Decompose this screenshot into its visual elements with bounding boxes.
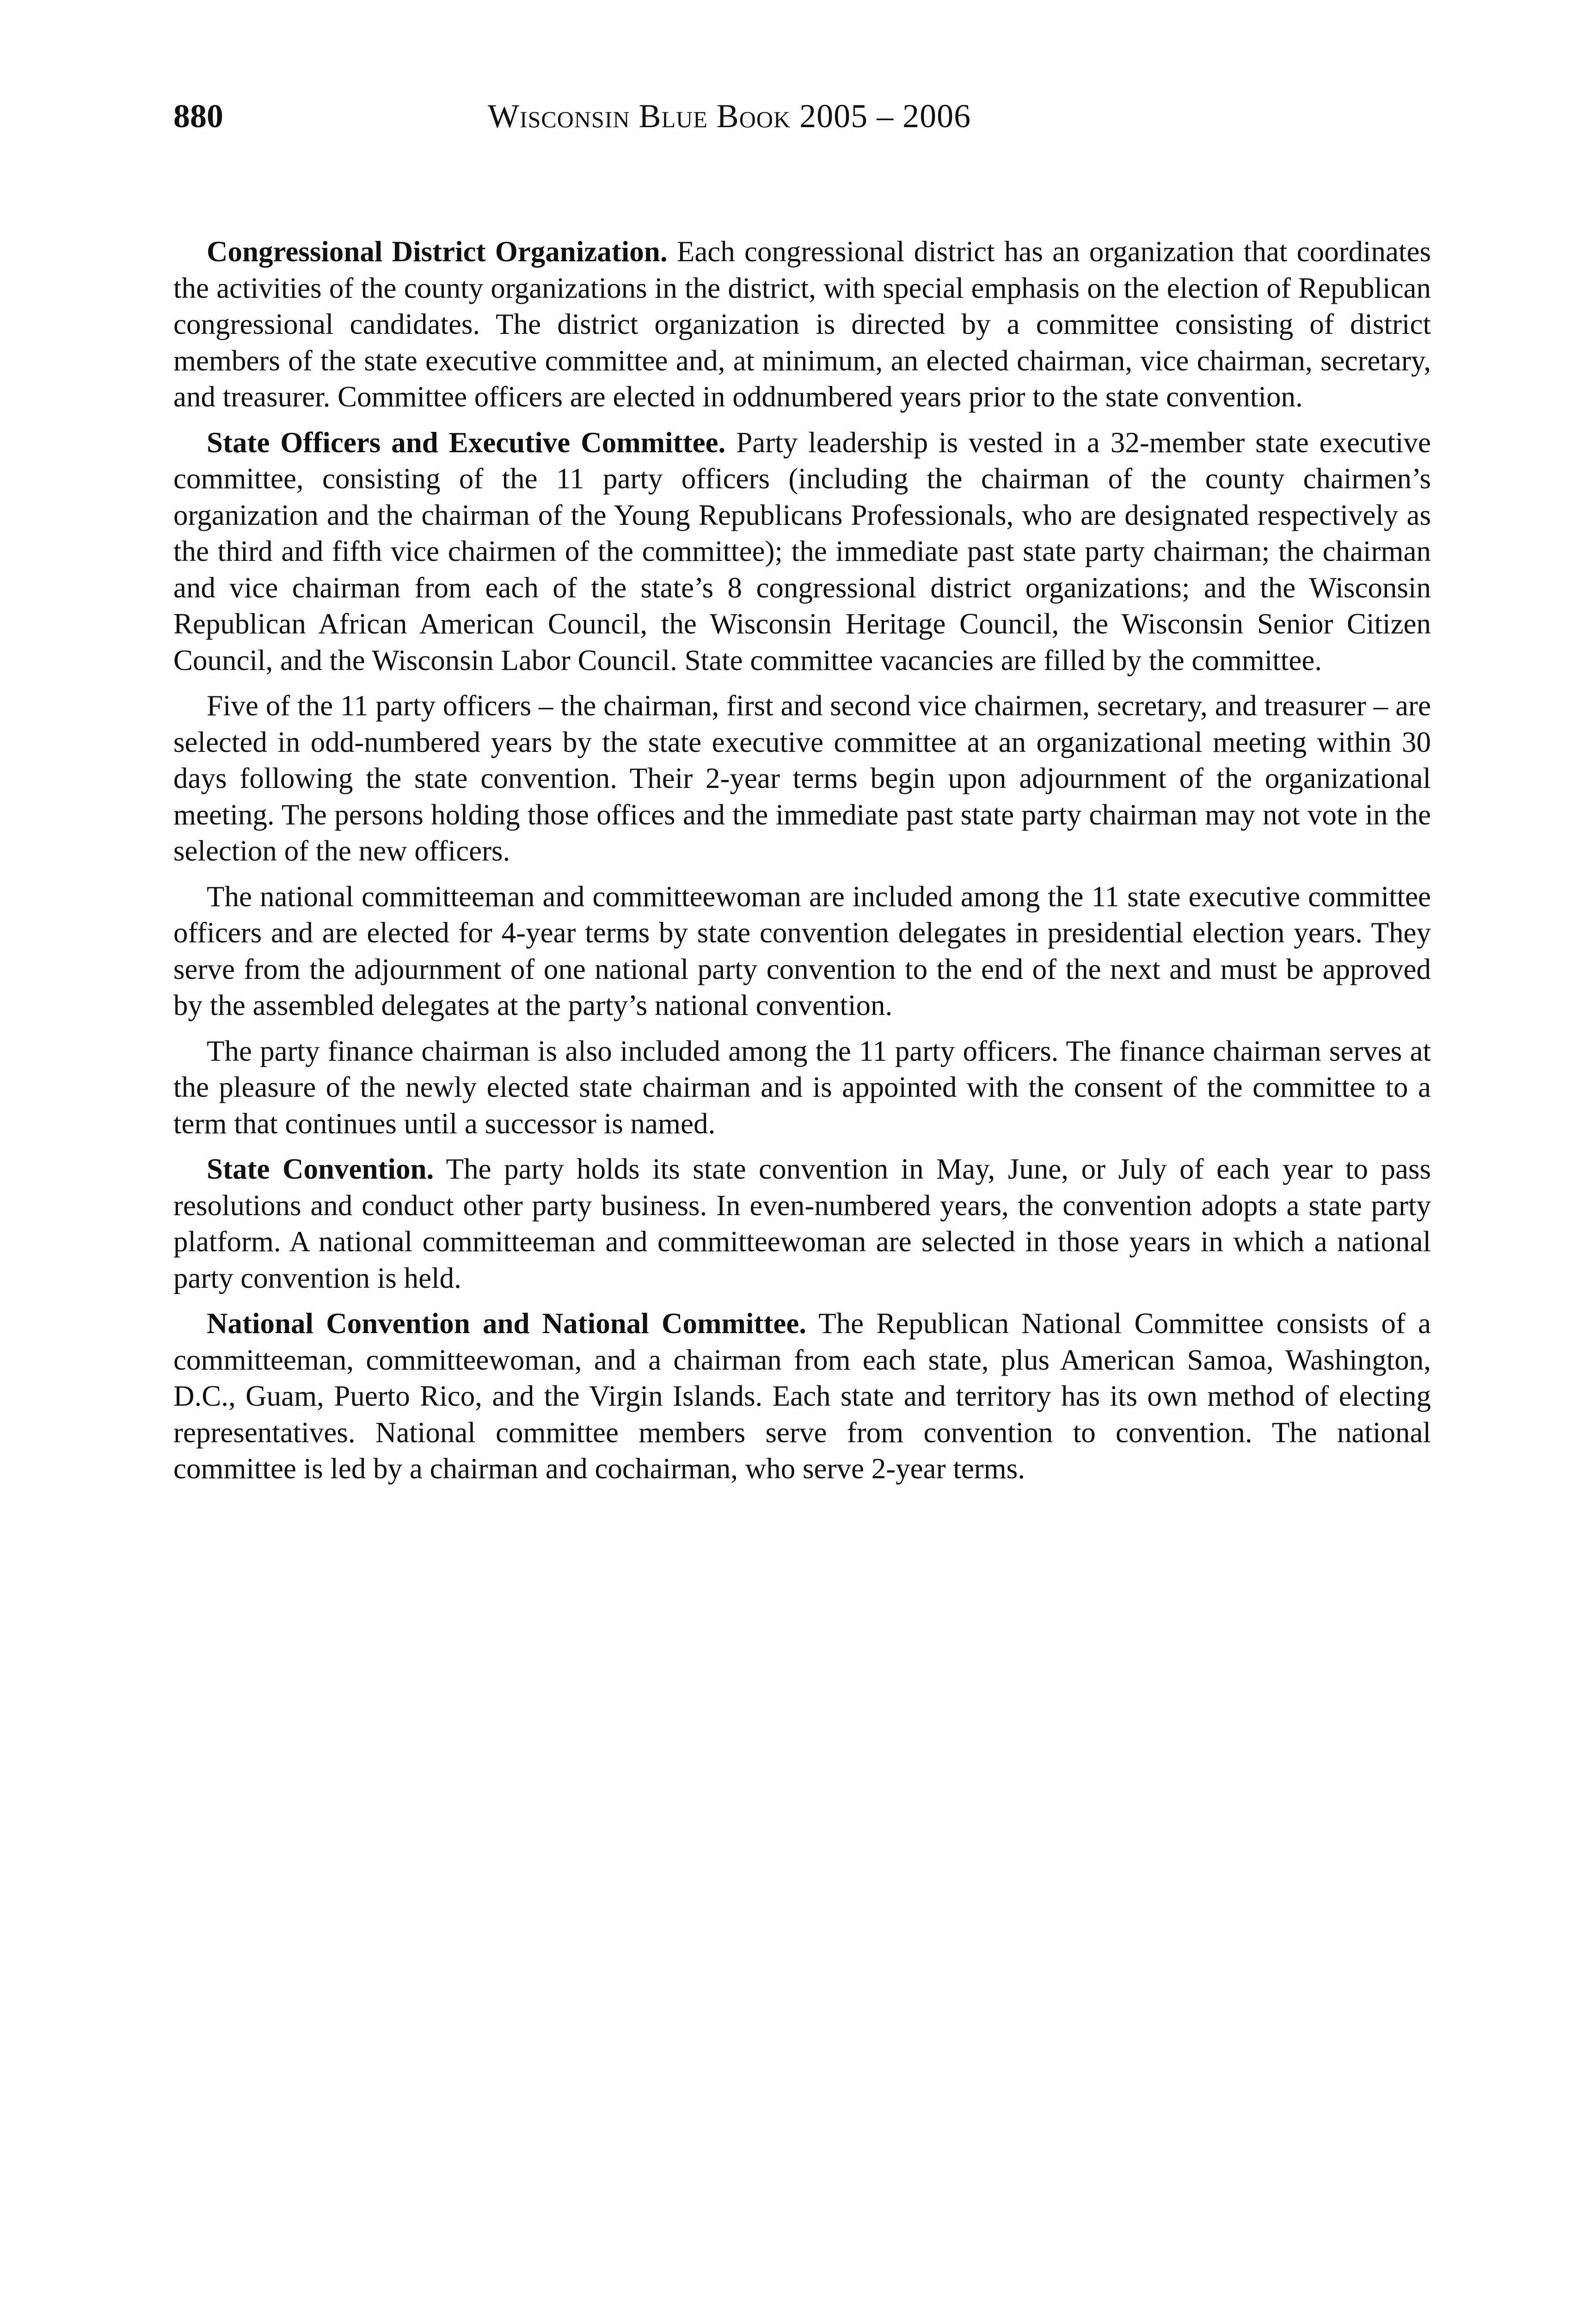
- page-number: 880: [173, 98, 223, 135]
- paragraph-state-officers: [173, 424, 1431, 679]
- paragraph-text: Each congressional district has an organization that coordinates the activities of the county organizations in the district, with special emphasis on the election of Republican congressional candidates. The district organization is directed by a committee consisting of district members of the state executive committee and, at minimum, an elected chairman, vice chairman, secretary, and treasurer. Committee officers are elected in oddnumbered years prior to the state convention.: [173, 235, 1431, 413]
- paragraph-text: The Republican National Committee consists of a committeeman, committeewoman, and a chairman from each state, plus American Samoa, Washington, D.C., Guam, Puerto Rico, and the Virgin Islands. Each state and territory has its own method of electing representatives. National committee members serve from convention to convention. The national committee is led by a chairman and cochairman, who serve 2-year terms.: [173, 1307, 1431, 1485]
- paragraph-heading: National Convention and National Committee.: [207, 1307, 807, 1340]
- paragraph-text: Five of the 11 party officers – the chairman, first and second vice chairmen, secretary, and treasurer – are selected in odd-numbered years by the state executive committee at an organizational meeting within 30 days following the state convention. Their 2-year terms begin upon adjournment of the organizational meeting. The persons holding those offices and the immediate past state party chairman may not vote in the selection of the new officers.: [173, 689, 1431, 867]
- book-title: Wisconsin Blue Book 2005 – 2006: [488, 98, 971, 135]
- paragraph-finance-chairman: [173, 1033, 1431, 1142]
- paragraph-congressional-district: [173, 234, 1431, 415]
- body-text: [173, 234, 1431, 1496]
- paragraph-heading: State Officers and Executive Committee.: [207, 426, 726, 459]
- paragraph-text: The party finance chairman is also included among the 11 party officers. The finance chairman serves at the pleasure of the newly elected state chairman and is appointed with the consent of the committee to a term that continues until a successor is named.: [173, 1034, 1431, 1140]
- paragraph-five-officers: [173, 688, 1431, 869]
- paragraph-heading: Congressional District Organization.: [207, 235, 668, 268]
- paragraph-text: The party holds its state convention in May, June, or July of each year to pass resolutions and conduct other party business. In even-numbered years, the convention adopts a state party platform. A national committeeman and committeewoman are selected in those years in which a national party convention is held.: [173, 1153, 1431, 1294]
- paragraph-state-convention: [173, 1151, 1431, 1296]
- paragraph-text: The national committeeman and committeewoman are included among the 11 state executive committee officers and are elected for 4-year terms by state convention delegates in presidential election years. They serve from the adjournment of one national party convention to the end of the next and must be approved by the assembled delegates at the party’s national convention.: [173, 880, 1431, 1021]
- paragraph-national-committeeman: [173, 879, 1431, 1024]
- paragraph-heading: State Convention.: [207, 1153, 434, 1185]
- paragraph-national-convention: [173, 1305, 1431, 1487]
- paragraph-text: Party leadership is vested in a 32-member state executive committee, consisting of the 11 party officers (including the chairman of the county chairmen’s organization and the chairman of the Young Republicans Professionals, who are designated respectively as the third and fifth vice chairmen of the committee); the immediate past state party chairman; the chairman and vice chairman from each of the state’s 8 congressional district organizations; and the Wisconsin Republican African American Council, the Wisconsin Heritage Council, the Wisconsin Senior Citizen Council, and the Wisconsin Labor Council. State committee vacancies are filled by the committee.: [173, 426, 1431, 676]
- running-header: [173, 91, 1431, 141]
